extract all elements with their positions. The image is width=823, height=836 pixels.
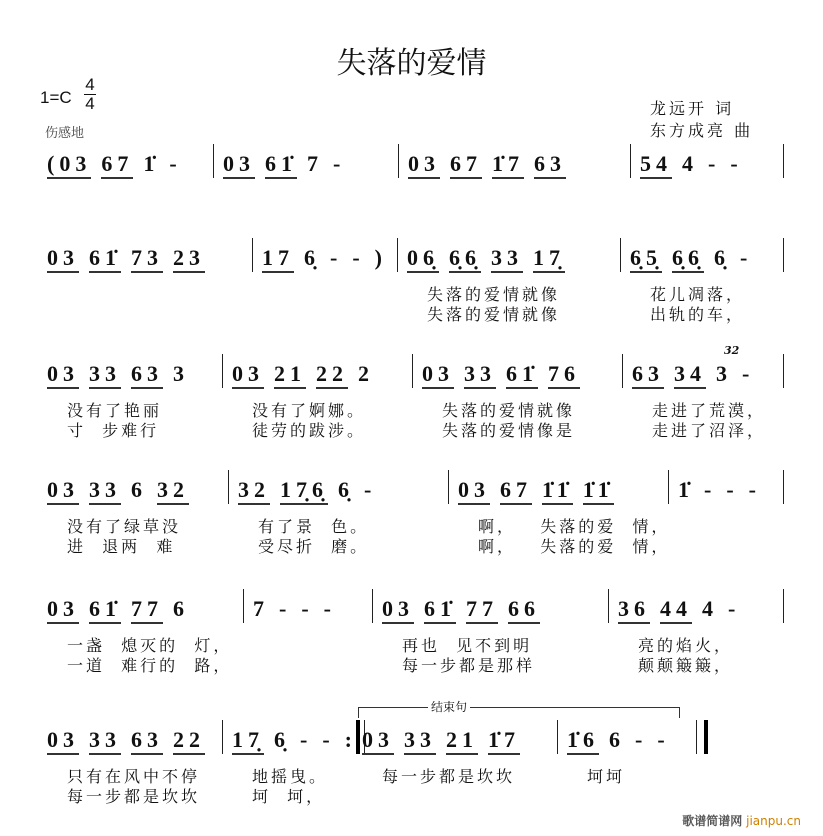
lyric-line-1: 再也 见不到明 bbox=[402, 636, 533, 655]
watermark bbox=[682, 812, 801, 829]
note-group: 3 bbox=[716, 361, 732, 386]
lyric-line-1: 每一步都是坎坎 bbox=[382, 767, 516, 786]
score-row bbox=[0, 477, 823, 556]
lyric-line-2: 啊， 失落的爱 情， bbox=[478, 537, 671, 556]
note-group: 61̇ bbox=[424, 597, 456, 624]
note-group: 23 bbox=[173, 246, 205, 273]
ending-bracket bbox=[358, 707, 680, 718]
note-group: - bbox=[726, 477, 739, 502]
note-group: 61̇ bbox=[265, 152, 297, 179]
lyric-line-2: 进 退两 难 bbox=[67, 537, 176, 556]
note-group: - bbox=[322, 727, 335, 752]
note-group: - bbox=[742, 361, 755, 386]
note-group: - bbox=[323, 596, 336, 621]
measure bbox=[47, 728, 205, 755]
lyric-line-1: 没有了艳丽 bbox=[67, 401, 163, 420]
note-group: 1̇1̇ bbox=[583, 478, 614, 505]
watermark-cn: 歌谱简谱网 bbox=[682, 814, 743, 828]
barline bbox=[397, 238, 398, 272]
measure bbox=[640, 152, 743, 179]
note-group: 54 bbox=[640, 152, 672, 179]
note-group: - bbox=[748, 477, 761, 502]
note-group: 77 bbox=[131, 597, 163, 624]
note-group: 61̇ bbox=[89, 246, 121, 273]
score-row bbox=[0, 361, 823, 440]
barline bbox=[783, 589, 784, 623]
barline bbox=[243, 589, 244, 623]
note-group: 22 bbox=[316, 362, 348, 389]
note-group: - bbox=[279, 596, 292, 621]
note-group: 6̣6̣ bbox=[449, 246, 481, 273]
lyric-line-2: 走进了沼泽， bbox=[652, 421, 767, 440]
lyric-line-2: 受尽折 磨。 bbox=[258, 537, 370, 556]
score-row bbox=[0, 245, 823, 324]
lyric-line-2: 出轨的车， bbox=[650, 305, 746, 324]
note-group: 6̣ bbox=[274, 727, 290, 752]
note-group: 03 bbox=[232, 362, 264, 389]
note-group: 03 bbox=[223, 152, 255, 179]
barline bbox=[398, 144, 399, 178]
barline bbox=[704, 720, 708, 754]
note-group: - bbox=[730, 151, 743, 176]
measure bbox=[678, 478, 761, 503]
note-group: - bbox=[333, 151, 346, 176]
lyric-line-1: 地摇曳。 bbox=[252, 767, 329, 786]
grace-note: 32 bbox=[724, 344, 740, 357]
note-group: - bbox=[728, 596, 741, 621]
note-group: 1̇ bbox=[143, 151, 160, 176]
note-group: 33 bbox=[89, 362, 121, 389]
measure bbox=[567, 728, 670, 755]
lyric-line-1: 亮的焰火， bbox=[638, 636, 734, 655]
note-group: 1̇7 bbox=[492, 152, 524, 179]
measure bbox=[407, 246, 565, 273]
time-signature bbox=[84, 76, 96, 113]
note-group: - bbox=[301, 596, 314, 621]
note-group: 1̇ bbox=[678, 477, 694, 502]
measure bbox=[382, 597, 540, 624]
barline bbox=[630, 144, 631, 178]
note-group: 6̣5̣ bbox=[630, 246, 662, 273]
note-group: 03 bbox=[422, 362, 454, 389]
lyric-line-1: 没有了婀娜。 bbox=[252, 401, 367, 420]
lyric-line-2: 每一步都是那样 bbox=[402, 656, 536, 675]
score-row bbox=[0, 152, 823, 182]
note-group: 3 bbox=[173, 361, 189, 386]
note-group: 03 bbox=[382, 597, 414, 624]
note-group: 03 bbox=[458, 478, 490, 505]
note-group: 63 bbox=[131, 728, 163, 755]
measure bbox=[47, 362, 189, 389]
barline bbox=[448, 470, 449, 504]
lyric-line-2: 寸 步难行 bbox=[67, 421, 160, 440]
note-group: 4 bbox=[682, 151, 698, 176]
note-group: : bbox=[344, 727, 357, 752]
note-group: - bbox=[740, 245, 753, 270]
note-group: 67 bbox=[500, 478, 532, 505]
barline bbox=[783, 354, 784, 388]
measure bbox=[238, 478, 376, 505]
barline bbox=[668, 470, 669, 504]
note-group: - bbox=[708, 151, 721, 176]
barline bbox=[622, 354, 623, 388]
note-group: - bbox=[364, 477, 377, 502]
note-group: 1̇1̇ bbox=[542, 478, 573, 505]
note-group: - bbox=[352, 245, 365, 270]
note-group: 21 bbox=[446, 728, 478, 755]
note-group: 03 bbox=[47, 597, 79, 624]
barline bbox=[222, 354, 223, 388]
key-signature: 1=C bbox=[40, 88, 72, 107]
note-group: 6̣ bbox=[338, 477, 354, 502]
barline bbox=[222, 720, 223, 754]
watermark-url: jianpu.cn bbox=[746, 814, 801, 828]
note-group: 63 bbox=[131, 362, 163, 389]
note-group: 03 bbox=[408, 152, 440, 179]
measure bbox=[253, 597, 336, 622]
lyric-line-2: 徒劳的跋涉。 bbox=[252, 421, 367, 440]
barline bbox=[557, 720, 558, 754]
lyric-line-1: 失落的爱情就像 bbox=[427, 285, 561, 304]
measure bbox=[632, 362, 754, 389]
note-group: 22 bbox=[173, 728, 205, 755]
lyricist-credit: 龙远开 词 bbox=[650, 99, 735, 118]
note-group: 1̇6 bbox=[567, 728, 599, 755]
note-group: - bbox=[330, 245, 343, 270]
note-group: 33 bbox=[404, 728, 436, 755]
note-group: 03 bbox=[47, 728, 79, 755]
note-group: 32 bbox=[157, 478, 189, 505]
note-group: 67 bbox=[101, 152, 133, 179]
note-group: 63 bbox=[534, 152, 566, 179]
measure bbox=[47, 246, 205, 273]
note-group: 61̇ bbox=[506, 362, 538, 389]
note-group: 03 bbox=[47, 362, 79, 389]
measure bbox=[232, 728, 357, 755]
note-group: 17̣ bbox=[533, 246, 565, 273]
note-group: 06̣ bbox=[407, 246, 439, 273]
note-group: 61̇ bbox=[89, 597, 121, 624]
note-group: 33 bbox=[89, 478, 121, 505]
measure bbox=[458, 478, 614, 505]
measure bbox=[618, 597, 740, 624]
barline bbox=[252, 238, 253, 272]
note-group: 33 bbox=[491, 246, 523, 273]
note-group: 17̣6̣ bbox=[280, 478, 328, 505]
measure bbox=[262, 246, 387, 273]
note-group: 4 bbox=[702, 596, 718, 621]
note-group: 6̣ bbox=[714, 245, 730, 270]
lyric-line-2: 每一步都是坎坎 bbox=[67, 787, 201, 806]
barline bbox=[228, 470, 229, 504]
note-group: 66 bbox=[508, 597, 540, 624]
note-group: 2 bbox=[358, 361, 374, 386]
ending-label: 结束句 bbox=[428, 698, 470, 715]
measure bbox=[408, 152, 566, 179]
note-group: 03 bbox=[47, 478, 79, 505]
note-group: 6̣ bbox=[304, 245, 320, 270]
note-group: 76 bbox=[548, 362, 580, 389]
note-group: 7 bbox=[253, 596, 269, 621]
note-group: 33 bbox=[89, 728, 121, 755]
barline bbox=[608, 589, 609, 623]
note-group: 67 bbox=[450, 152, 482, 179]
score-row bbox=[0, 596, 823, 675]
barline bbox=[696, 720, 697, 754]
barline bbox=[372, 589, 373, 623]
note-group: 77 bbox=[466, 597, 498, 624]
note-group: 36 bbox=[618, 597, 650, 624]
note-group: - bbox=[657, 727, 670, 752]
note-group: ) bbox=[374, 245, 387, 270]
lyric-line-1: 坷坷 bbox=[587, 767, 626, 786]
lyric-line-1: 花儿凋落， bbox=[650, 285, 746, 304]
note-group: 34 bbox=[674, 362, 706, 389]
note-group: - bbox=[300, 727, 313, 752]
lyric-line-1: 啊， 失落的爱 情， bbox=[478, 517, 671, 536]
lyric-line-1: 一盏 熄灭的 灯， bbox=[67, 636, 233, 655]
note-group: 03 bbox=[362, 728, 394, 755]
measure bbox=[422, 362, 580, 389]
note-group: (03 bbox=[47, 152, 91, 179]
note-group: 33 bbox=[464, 362, 496, 389]
note-group: 03 bbox=[47, 246, 79, 273]
time-signature-top: 4 bbox=[85, 75, 95, 94]
lyric-line-1: 有了景 色。 bbox=[258, 517, 370, 536]
note-group: 44 bbox=[660, 597, 692, 624]
note-group: 7 bbox=[307, 151, 323, 176]
measure bbox=[630, 246, 752, 273]
note-group: 6 bbox=[609, 727, 625, 752]
lyric-line-1: 走进了荒漠， bbox=[652, 401, 767, 420]
score-row bbox=[0, 727, 823, 806]
song-title: 失落的爱情 bbox=[336, 46, 487, 81]
note-group: 17̣ bbox=[232, 728, 264, 755]
barline bbox=[783, 144, 784, 178]
note-group: 6̣6̣ bbox=[672, 246, 704, 273]
barline bbox=[783, 470, 784, 504]
lyric-line-2: 坷 坷， bbox=[252, 787, 326, 806]
lyric-line-2: 一道 难行的 路， bbox=[67, 656, 233, 675]
measure bbox=[223, 152, 345, 179]
barline bbox=[213, 144, 214, 178]
note-group: 6 bbox=[131, 477, 147, 502]
measure bbox=[47, 597, 189, 624]
barline bbox=[783, 238, 784, 272]
note-group: 1̇7 bbox=[488, 728, 520, 755]
lyric-line-1: 只有在风中不停 bbox=[67, 767, 201, 786]
note-group: 63 bbox=[632, 362, 664, 389]
note-group: 6 bbox=[173, 596, 189, 621]
measure bbox=[232, 362, 374, 389]
measure bbox=[362, 728, 520, 755]
measure bbox=[47, 152, 182, 179]
barline bbox=[412, 354, 413, 388]
note-group: 73 bbox=[131, 246, 163, 273]
note-group: 21 bbox=[274, 362, 306, 389]
lyric-line-2: 失落的爱情就像 bbox=[427, 305, 561, 324]
note-group: 17 bbox=[262, 246, 294, 273]
lyric-line-2: 颠颠簸簸， bbox=[638, 656, 734, 675]
note-group: - bbox=[704, 477, 717, 502]
composer-credit: 东方成亮 曲 bbox=[650, 121, 754, 140]
note-group: - bbox=[635, 727, 648, 752]
lyric-line-2: 失落的爱情像是 bbox=[442, 421, 576, 440]
barline bbox=[620, 238, 621, 272]
lyric-line-1: 没有了绿草没 bbox=[67, 517, 182, 536]
note-group: - bbox=[169, 151, 182, 176]
tempo-mark: 伤感地 bbox=[45, 126, 85, 141]
note-group: 32 bbox=[238, 478, 270, 505]
measure bbox=[47, 478, 189, 505]
lyric-line-1: 失落的爱情就像 bbox=[442, 401, 576, 420]
time-signature-bottom: 4 bbox=[85, 94, 95, 113]
